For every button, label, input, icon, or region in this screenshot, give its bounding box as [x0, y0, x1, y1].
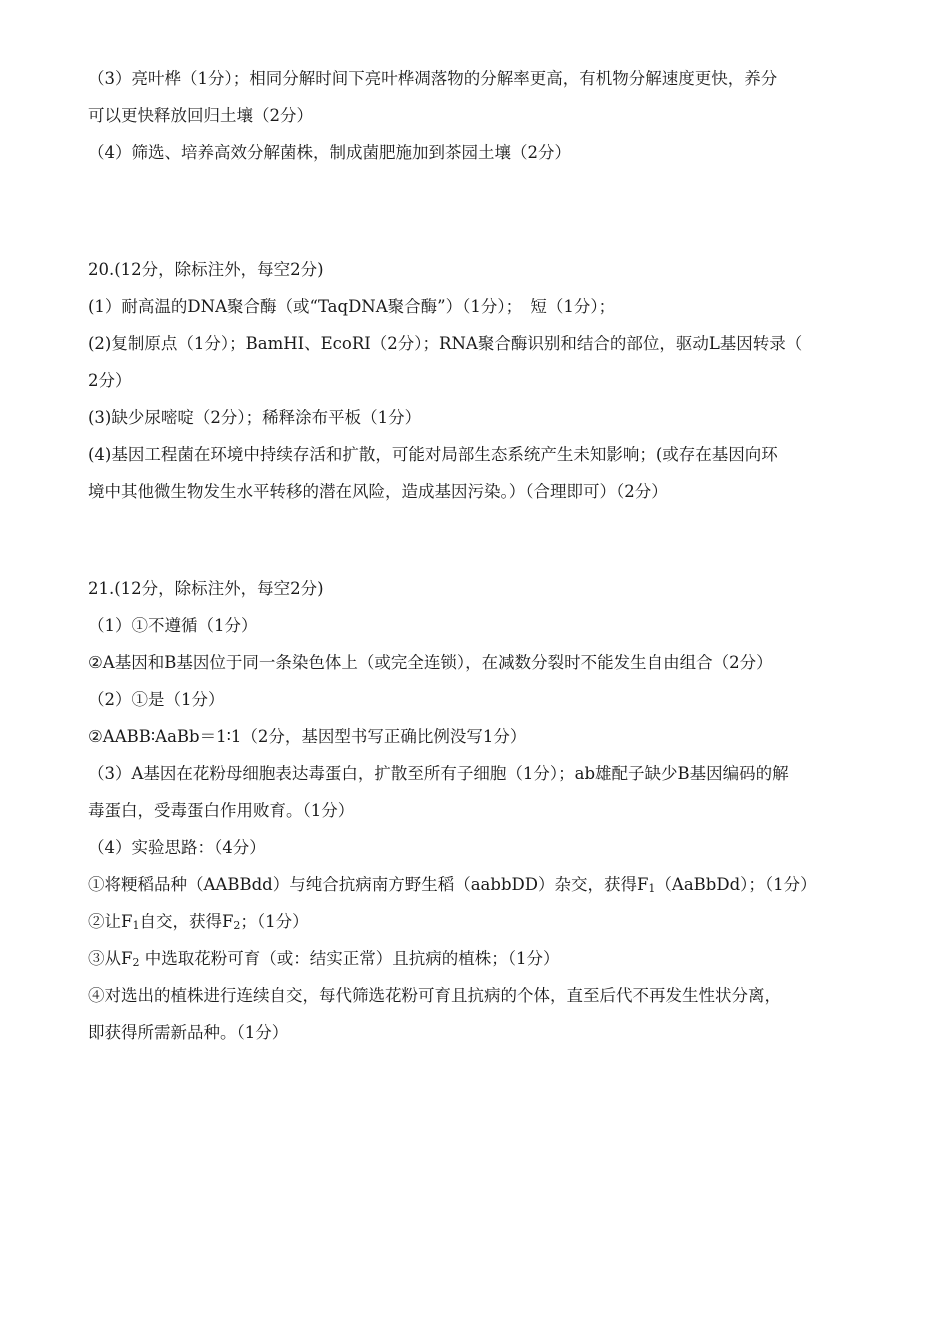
q21-step3-subscript: 2 — [132, 956, 140, 969]
q21-step1-text: ①将粳稻品种（AABBdd）与纯合抗病南方野生稻（aabbDD）杂交，获得F — [88, 875, 649, 894]
q19-item3-line2: 可以更快释放回归土壤（2分） — [88, 106, 313, 125]
q20-header: 20.(12分，除标注外，每空2分) — [88, 260, 324, 279]
q19-item4: （4）筛选、培养高效分解菌株，制成菌肥施加到茶园土壤（2分） — [88, 143, 571, 162]
q21-step2-subscript-2: 2 — [233, 919, 241, 932]
q21-step4-line1: ④对选出的植株进行连续自交，每代筛选花粉可育且抗病的个体，直至后代不再发生性状分离， — [88, 986, 781, 1005]
q21-step4-line2: 即获得所需新品种。（1分） — [88, 1023, 289, 1042]
q21-step1-subscript: 1 — [648, 882, 656, 895]
q20-item2-line1: (2)复制原点（1分）；BamHⅠ、EcoRⅠ（2分）；RNA聚合酶识别和结合的部位，驱动L基因转录（ — [88, 334, 803, 353]
section-gap — [88, 171, 893, 251]
q21-step1 — [88, 866, 893, 903]
q21-step2-text: ②让F — [88, 912, 133, 931]
q21-step2-text-mid: 自交，获得F — [139, 912, 234, 931]
q21-item3-line2: 毒蛋白，受毒蛋白作用败育。（1分） — [88, 801, 355, 820]
q20-item4-line2: 境中其他微生物发生水平转移的潜在风险，造成基因污染。）（合理即可）（2分） — [88, 482, 668, 501]
q19-item3-line1: （3）亮叶桦（1分）；相同分解时间下亮叶桦凋落物的分解率更高，有机物分解速度更快，养分 — [88, 69, 778, 88]
q21-item2-b: ②AABB∶AaBb＝1∶1（2分，基因型书写正确比例没写1分） — [88, 727, 527, 746]
q21-item4-header: （4）实验思路：（4分） — [88, 838, 266, 857]
answer-sheet — [88, 60, 893, 1051]
q21-step3 — [88, 940, 893, 977]
q21-item2-a: （2）①是（1分） — [88, 690, 225, 709]
q21-item1-b: ②A基因和B基因位于同一条染色体上（或完全连锁），在减数分裂时不能发生自由组合（2分） — [88, 653, 773, 672]
q20-item1: (1）耐高温的DNA聚合酶（或“TaqDNA聚合酶”）（1分）； 短（1分）； — [88, 297, 616, 316]
q21-step3-text: ③从F — [88, 949, 133, 968]
q20-item3: (3)缺少尿嘧啶（2分）；稀释涂布平板（1分） — [88, 408, 422, 427]
q21-step2-text-end: ；（1分） — [240, 912, 309, 931]
q21-step2-subscript-1: 1 — [132, 919, 140, 932]
q21-item3-line1: （3）A基因在花粉母细胞表达毒蛋白，扩散至所有子细胞（1分）；ab雄配子缺少B基因编码的解 — [88, 764, 789, 783]
q20-item4-line1: (4)基因工程菌在环境中持续存活和扩散，可能对局部生态系统产生未知影响；(或存在基因向环 — [88, 445, 778, 464]
q21-step1-text-end: （AaBbDd）；（1分） — [655, 875, 817, 894]
section-gap — [88, 510, 893, 570]
q21-step2 — [88, 903, 893, 940]
q21-header: 21.(12分，除标注外，每空2分) — [88, 579, 324, 598]
q20-item2-line2: 2分） — [88, 371, 132, 390]
q21-item1-a: （1）①不遵循（1分） — [88, 616, 258, 635]
q21-step3-text-end: 中选取花粉可育（或：结实正常）且抗病的植株；（1分） — [139, 949, 560, 968]
